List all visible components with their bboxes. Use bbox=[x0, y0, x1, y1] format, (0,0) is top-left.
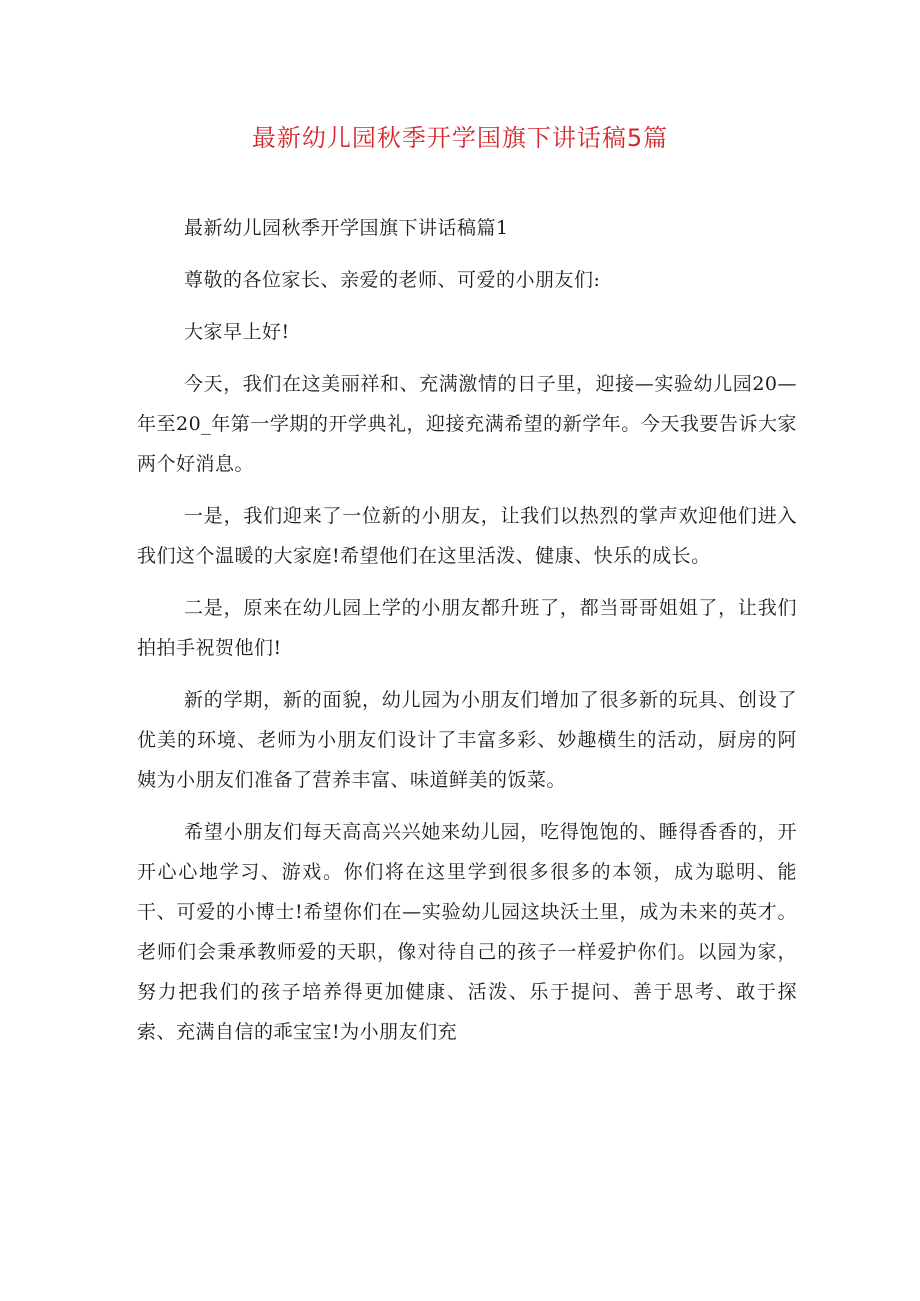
paragraph-news-one: 一是，我们迎来了一位新的小朋友，让我们以热烈的掌声欢迎他们进入我们这个温暖的大家庭!希望他们在这里活泼、健康、快乐的成长。 bbox=[137, 505, 797, 567]
greeting: 大家早上好! bbox=[184, 321, 290, 343]
paragraph-opening: 今天，我们在这美丽祥和、充满激情的日子里，迎接—实验幼儿园20—年至20_年第一学期的开学典礼，迎接充满希望的新学年。今天我要告诉大家两个好消息。 bbox=[137, 373, 797, 475]
paragraph-new-semester: 新的学期，新的面貌，幼儿园为小朋友们增加了很多新的玩具、创设了优美的环境、老师为小朋友们设计了丰富多彩、妙趣横生的活动，厨房的阿姨为小朋友们准备了营养丰富、味道鲜美的饭菜。 bbox=[137, 689, 797, 791]
paragraph-hopes: 希望小朋友们每天高高兴兴她来幼儿园，吃得饱饱的、睡得香香的，开开心心地学习、游戏。你们将在这里学到很多很多的本领，成为聪明、能干、可爱的小博士!希望你们在—实验幼儿园这块沃土里，成为未来的英才。老师们会秉承教师爱的天职，像对待自己的孩子一样爱护你们。以园为家，努力把我们的孩子培养得更加健康、活泼、乐于提问、善于思考、敢于探索、充满自信的乖宝宝!为小朋友们充 bbox=[137, 821, 797, 1043]
section-heading: 最新幼儿园秋季开学国旗下讲话稿篇1 bbox=[184, 217, 509, 239]
paragraph-news-two: 二是，原来在幼儿园上学的小朋友都升班了，都当哥哥姐姐了，让我们拍拍手祝贺他们! bbox=[137, 597, 797, 659]
salutation: 尊敬的各位家长、亲爱的老师、可爱的小朋友们: bbox=[184, 269, 601, 291]
document-body bbox=[137, 208, 797, 1052]
document-title: 最新幼儿园秋季开学国旗下讲话稿5篇 bbox=[251, 124, 669, 152]
